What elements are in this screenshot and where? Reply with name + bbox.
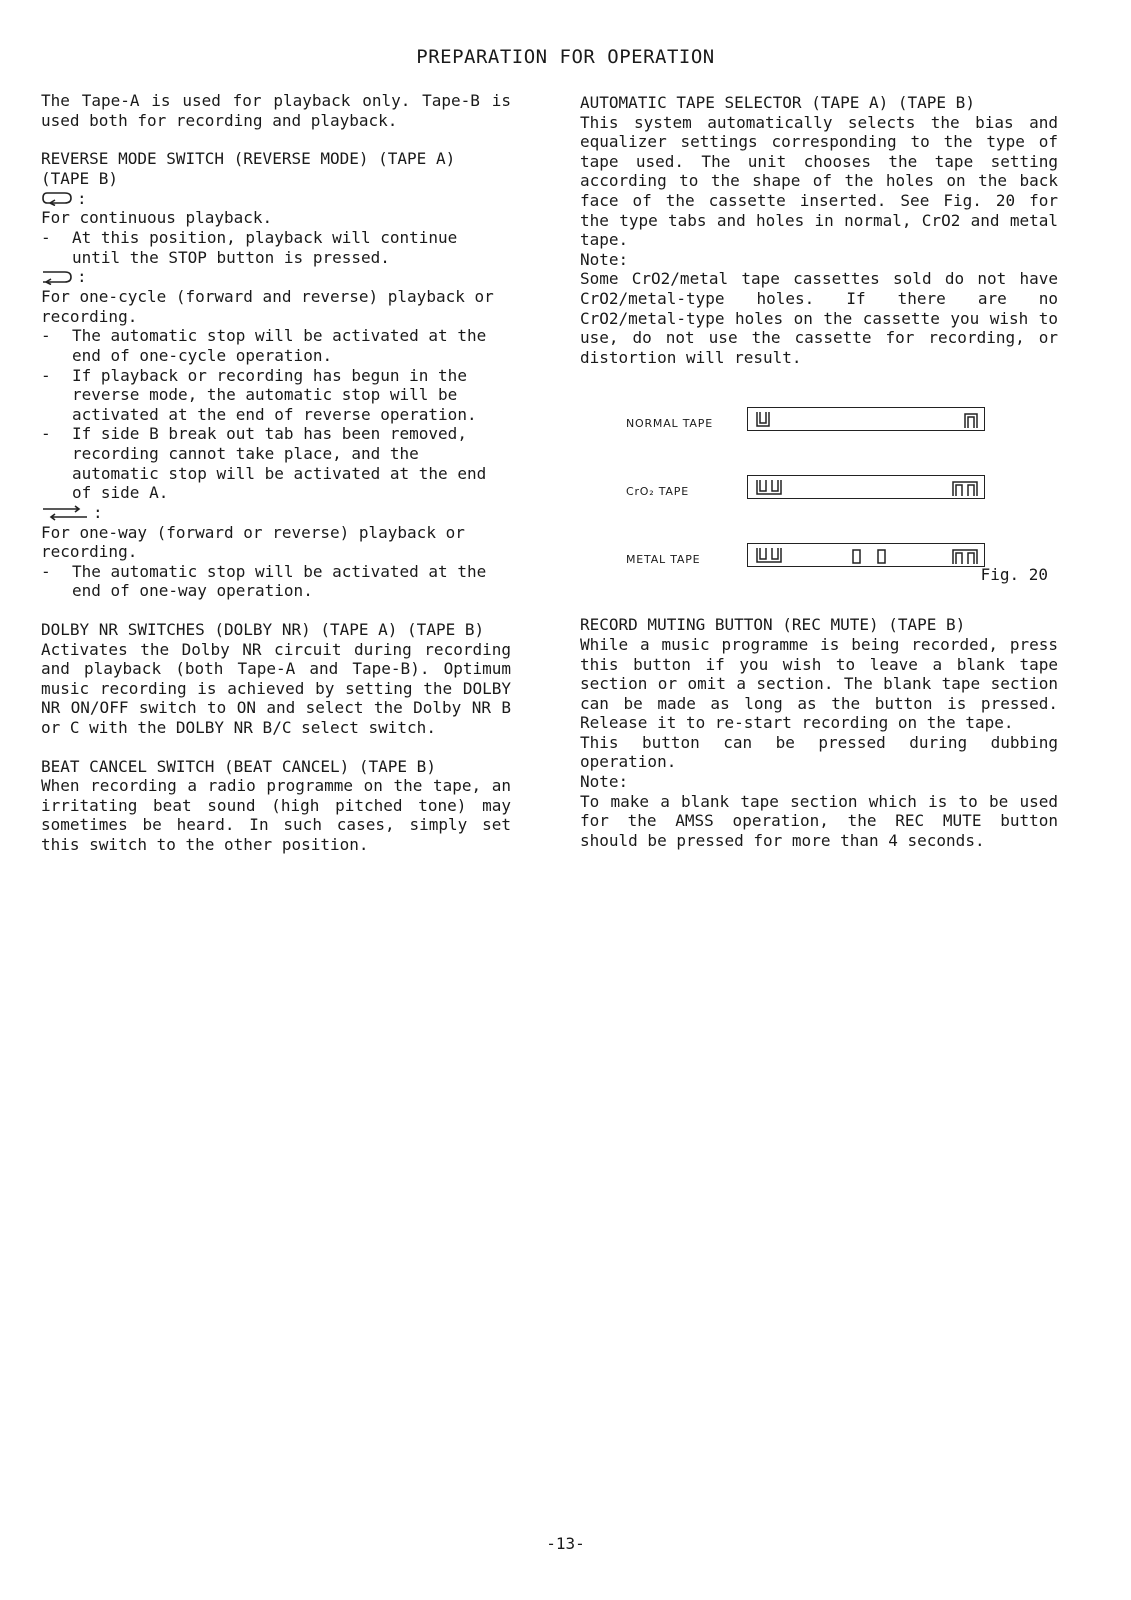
right-column [580,93,1058,850]
mode1-text: For continuous playback. [41,208,273,228]
rec-mute-note: To make a blank tape section which is to be used for the AMSS operation, the REC MUTE button should be pressed for more than 4 seconds. [580,791,1058,850]
list-item: - The automatic stop will be activated at the end of one-cycle operation. [41,326,487,365]
reverse-mode-heading: REVERSE MODE SWITCH (REVERSE MODE) (TAPE A) (TAPE B) [41,149,456,188]
left-column [41,91,511,874]
figure-20 [580,385,1058,593]
cro2-tape-holes-icon [747,475,985,499]
figure-label: METAL TAPE [626,553,701,567]
note-label: Note: [580,772,629,792]
tape-selector-text: This system automatically selects the bias and equalizer settings corresponding to the type of tape used. The unit chooses the tape setting according to the shape of the holes on the back face of the cassette inserted. See Fig. 20 for the type tabs and holes in normal, CrO2 and metal tape. [580,112,1058,250]
figure-caption: Fig. 20 [980,565,1048,585]
rec-mute-text: While a music programme is being recorded, press this button if you wish to leave a blank tape section or omit a section. The blank tape section can be made as long as the button is pressed. Release it to re-start recording on the tape. [580,634,1058,733]
figure-row-cro2 [580,475,1058,505]
list-item: - If playback or recording has begun in the reverse mode, the automatic stop will be activated at the end of reverse operation. [41,365,477,424]
note-label: Note: [580,249,629,269]
list-item: - If side B break out tab has been removed, recording cannot take place, and the automatic stop will be activated at the end of side A. [41,424,487,503]
beat-cancel-section [41,757,511,855]
page-number: -13- [546,1534,585,1553]
mode3-text: For one-way (forward or reverse) playback or recording. [41,522,465,562]
rec-mute-heading: RECORD MUTING BUTTON (REC MUTE) (TAPE B) [580,615,966,635]
list-item: - The automatic stop will be activated at the end of one-way operation. [41,561,487,601]
one-cycle-icon: : [41,267,511,287]
reverse-mode-section [41,149,511,601]
figure-label: CrO₂ TAPE [626,485,689,499]
beat-cancel-text: When recording a radio programme on the tape, an irritating beat sound (high pitched tone) may sometimes be heard. In such cases, simply set this switch to the other position. [41,776,511,854]
mode2-text: For one-cycle (forward and reverse) playback or recording. [41,287,494,326]
one-way-icon: : [41,503,511,523]
dolby-text: Activates the Dolby NR circuit during recording and playback (both Tape-A and Tape-B). Optimum music recording is achieved by setting the DOLBY NR ON/OFF switch to ON and select the Dolby NR B or C with the DOLBY NR B/C select switch. [41,639,511,738]
intro-section [41,91,511,130]
list-item: - At this position, playback will continue until the STOP button is pressed. [41,227,458,267]
tape-selector-note: Some CrO2/metal tape cassettes sold do not have CrO2/metal-type holes. If there are no CrO2/metal-type holes on the cassette you wish to use, do not use the cassette for recording, or distortion will result. [580,269,1058,367]
beat-cancel-heading: BEAT CANCEL SWITCH (BEAT CANCEL) (TAPE B) [41,756,436,776]
metal-tape-holes-icon [747,543,985,567]
tape-selector-heading: AUTOMATIC TAPE SELECTOR (TAPE A) (TAPE B) [580,93,975,112]
figure-label: NORMAL TAPE [626,417,713,431]
intro-text: The Tape-A is used for playback only. Tape-B is used both for recording and playback. [41,91,511,130]
page-title: PREPARATION FOR OPERATION [416,46,715,68]
dolby-heading: DOLBY NR SWITCHES (DOLBY NR) (TAPE A) (TAPE B) [41,620,485,640]
normal-tape-holes-icon [747,407,985,431]
continuous-loop-icon: : [41,188,511,208]
figure-row-normal [580,407,1058,437]
dolby-section [41,620,511,738]
tape-selector-section [580,93,1058,367]
rec-mute-section [580,615,1058,850]
rec-mute-text-2: This button can be pressed during dubbing operation. [580,732,1058,772]
